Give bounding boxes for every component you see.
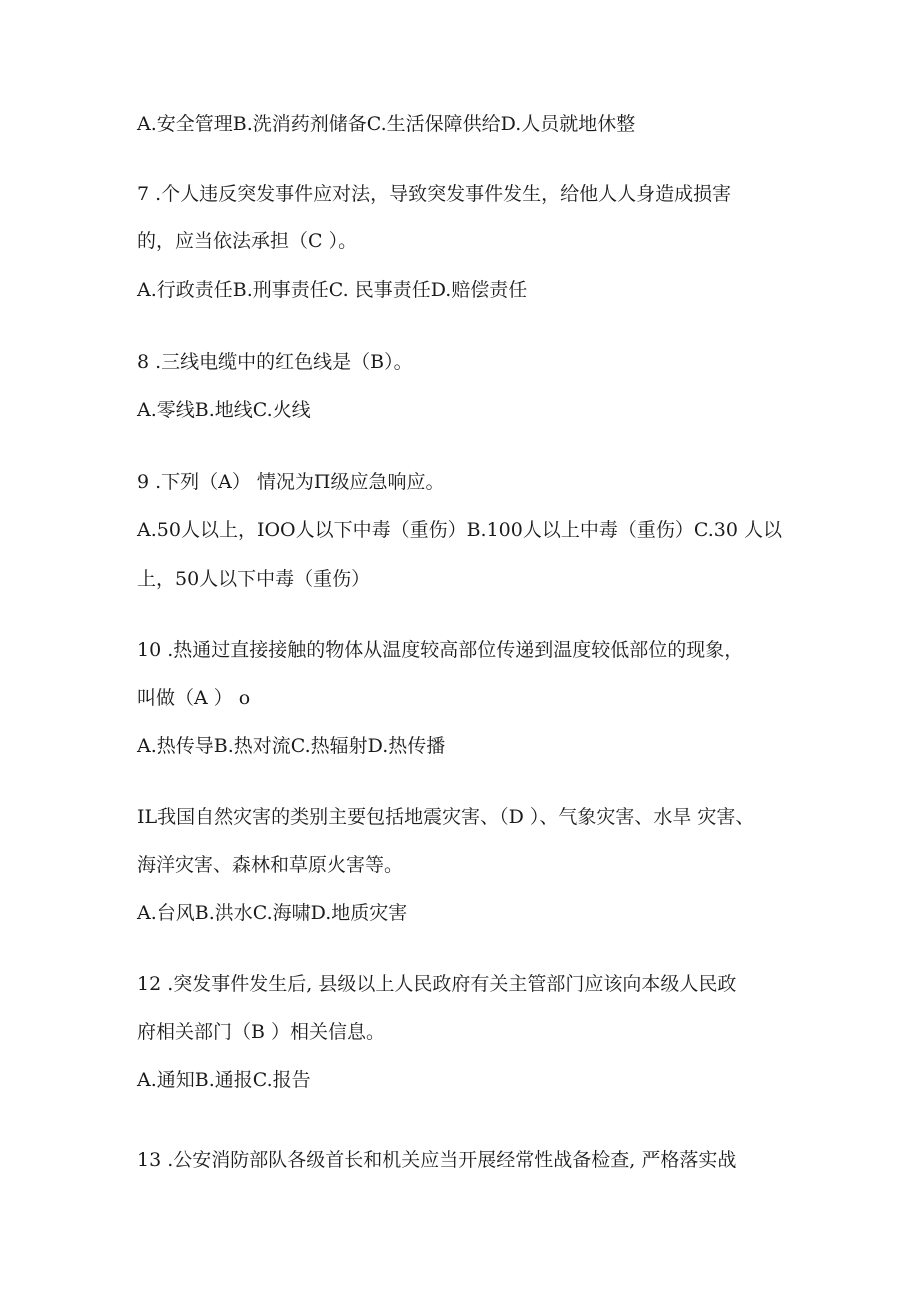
q12-question-line2: 府相关部门（B ）相关信息。	[137, 1021, 386, 1043]
q11-question-line1: IL我国自然灾害的类别主要包括地震灾害、（D ）、气象灾害、水旱 灾害、	[137, 806, 755, 828]
q7-question-line1: 7 .个人违反突发事件应对法，导致突发事件发生，给他人人身造成损害	[137, 183, 732, 205]
q10-question-line1: 10 .热通过直接接触的物体从温度较高部位传递到温度较低部位的现象，	[137, 639, 744, 661]
q7-options: A.行政责任B.刑事责任C. 民事责任D.赔偿责任	[137, 279, 528, 301]
q11-question-line2: 海洋灾害、森林和草原火害等。	[137, 854, 404, 876]
q13-question-line1: 13 .公安消防部队各级首长和机关应当开展经常性战备检查, 严格落实战	[137, 1149, 737, 1171]
q8-options: A.零线B.地线C.火线	[137, 399, 311, 421]
q6-options: A.安全管理B.洗消药剂储备C.生活保障供给D.人员就地休整	[137, 113, 636, 135]
q12-question-line1: 12 .突发事件发生后, 县级以上人民政府有关主管部门应该向本级人民政	[137, 973, 737, 995]
q10-options: A.热传导B.热对流C.热辐射D.热传播	[137, 735, 446, 757]
q11-options: A.台风B.洪水C.海啸D.地质灾害	[137, 902, 408, 924]
q7-question-line2: 的，应当依法承担（C ）。	[137, 230, 358, 252]
q9-options-line2: 上，50人以下中毒（重伤）	[137, 568, 371, 590]
q9-question: 9 .下列（A） 情况为Π级应急响应。	[137, 471, 445, 493]
q10-question-line2: 叫做（A ） o	[137, 687, 251, 709]
q9-options-line1: A.50人以上，IOO人以下中毒（重伤）B.100人以上中毒（重伤）C.30 人以	[137, 519, 782, 541]
q12-options: A.通知B.通报C.报告	[137, 1069, 311, 1091]
q8-question: 8 .三线电缆中的红色线是（B）。	[137, 351, 413, 373]
